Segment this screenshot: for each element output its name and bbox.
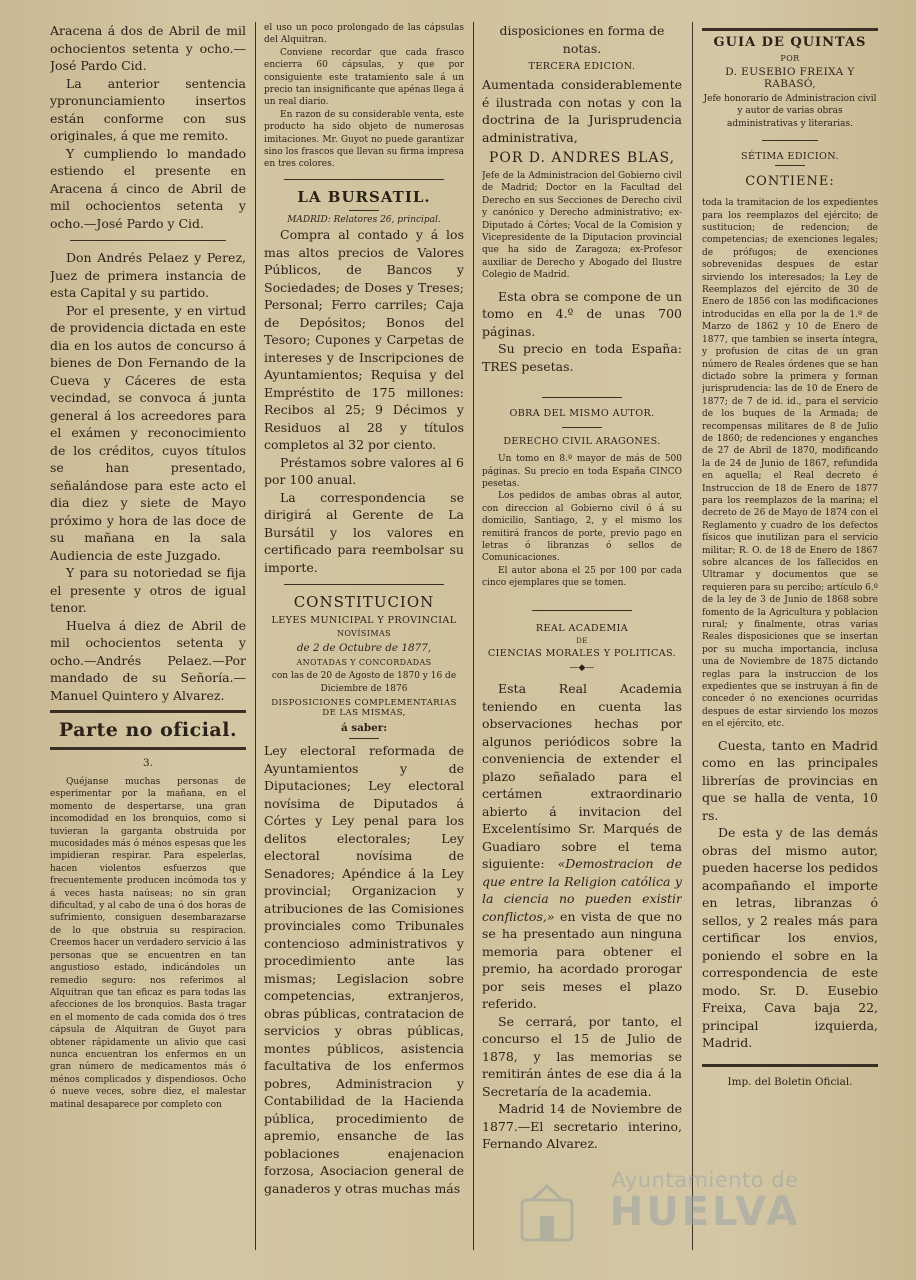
column-3 <box>482 22 682 1262</box>
author-name: POR D. ANDRES BLAS, <box>488 150 676 166</box>
divider <box>70 240 226 241</box>
imprint: Imp. del Boletin Oficial. <box>727 1075 853 1088</box>
divider <box>762 140 818 141</box>
edition-label: TERCERA EDICION. <box>528 61 636 72</box>
divider <box>702 1064 878 1067</box>
col3-paragraph: Aumentada considerablemente é ilustrada con notas y con la doctrina de la Jurisprudencia administrativa, <box>482 77 682 145</box>
academia-title: REAL ACADEMIA <box>535 622 629 634</box>
watermark <box>555 1168 855 1248</box>
divider <box>50 710 246 713</box>
col3-paragraph: Se cerrará, por tanto, el concurso el 15 de Julio de 1878, y las memorias se remitirán ántes de ese dia á la Secretaría de la academia. <box>482 1013 682 1099</box>
divider <box>562 427 602 428</box>
obra-title: OBRA DEL MISMO AUTOR. <box>509 408 655 420</box>
section-title: Parte no oficial. <box>58 719 238 741</box>
col3-paragraph: El autor abona el 25 por 100 por cada cinco ejemplares que se tomen. <box>482 565 682 589</box>
constitucion-subtitle: ANOTADAS Y CONCORDADAS <box>296 658 432 668</box>
col3-paragraph: Su precio en toda España: TRES pesetas. <box>482 341 682 374</box>
author-name: D. EUSEBIO FREIXA Y RABASÓ, <box>725 66 855 90</box>
divider <box>349 210 379 211</box>
watermark-line1: Ayuntamiento de <box>611 1168 799 1192</box>
divider <box>50 747 246 750</box>
col3-text-italic: «Demostracion de que entre la Religion católica y la ciencia no pueden existir conflictos,» <box>482 856 682 924</box>
column-4 <box>702 22 878 1262</box>
col1-paragraph: Y cumpliendo lo mandado estiendo el presente en Aracena á cinco de Abril de mil ochocientos setenta y ocho.—José Pardo y Cid. <box>50 145 246 231</box>
article-number: 3. <box>143 757 153 769</box>
constitucion-subtitle: LEYES MUNICIPAL Y PROVINCIAL <box>271 615 457 627</box>
constitucion-saber: á saber: <box>340 722 388 735</box>
col2-paragraph: el uso un poco prolongado de las cápsulas del Alquitran. <box>264 23 464 46</box>
col1-paragraph: Por el presente, y en virtud de providencia dictada en este dia en los autos de concurso á bienes de Don Fernando de la Cueva y Cáceres de esta vecindad, se convoca á junta general á los acreedores para el exámen y reconocimiento de los créditos, cuyos títulos se han presentado, señalándose para este acto el dia diez y siete de Mayo próximo y hora de las doce de su mañana en la sala Audiencia de este Juzgado. <box>50 302 246 563</box>
col3-paragraph: Madrid 14 de Noviembre de 1877.—El secretario interino, Fernando Alvarez. <box>482 1101 682 1152</box>
col2-paragraph: Préstamos sobre valores al 6 por 100 anual. <box>264 454 464 488</box>
divider <box>775 165 805 166</box>
col1-paragraph: Don Andrés Pelaez y Perez, Juez de primera instancia de esta Capital y su partido. <box>50 250 246 300</box>
col1-paragraph: La anterior sentencia ypronunciamiento insertos están conforme con sus originales, á que me remito. <box>50 75 246 143</box>
column-2 <box>264 22 464 1262</box>
constitucion-title: CONSTITUCION <box>293 593 435 612</box>
col4-paragraph: Cuesta, tanto en Madrid como en las principales librerías de provincias en que se halla de venta, 10 rs. <box>702 737 878 823</box>
col3-paragraph: disposiciones en forma de notas. <box>499 23 665 56</box>
col3-paragraph <box>482 680 682 1013</box>
edition-label: SÉTIMA EDICION. <box>741 151 839 163</box>
column-rule <box>255 22 256 1250</box>
col3-paragraph: Los pedidos de ambas obras al autor, con direccion al Gobierno civil ó á su domicilio, Santiago, 2, y el mismo los remitirá francos de porte, previo pago en letras ó libranzas ó sellos de Comunicaciones. <box>482 491 682 564</box>
divider <box>702 28 878 31</box>
academia-title: CIENCIAS MORALES Y POLITICAS. <box>487 647 677 659</box>
constitucion-subtitle: con las de 20 de Agosto de 1870 y 16 de Diciembre de 1876 <box>271 671 457 694</box>
col4-paragraph: toda la tramitacion de los expedientes para los reemplazos del ejército; de sustitucion; de redencion; de competencias; de exenciones legales; de prófugos; de exenciones sobrevenidas despues de estar sirviendo los interesados; la Ley de Reemplazos del ejército de 30 de Enero de 1856 con las modificaciones introducidas en ella por la de 1.º de Marzo de 1862 y 10 de Enero de 1877, que tambien se inserta íntegra, y profusion de citas de un gran número de Reales órdenes que se han dictado sobre la primera y forman jurisprudencia: las de 10 de Enero de 1877; de 7 de id. id., para el servicio de los buques de la Armada; de recompensas militares de 8 de Julio de 1860; de redenciones y enganches de 27 de Abril de 1870, modificando la de 24 de Junio de 1867, refundida en aquella; el Real decreto é Instruccion de 18 de Enero de 1877 para los reemplazos de la marina; el decreto de 26 de Mayo de 1874 con el Reglamento y cuadro de los defectos físicos que inutilizan para el servicio militar; R. O. de 18 de Enero de 1867 sobre alcances de los fallecidos en Ultramar y documentos que se requieren para su percibo; artículo 6.º de la ley de 3 de Junio de 1868 sobre fomento de la Agricultura y poblacion rural; y finalmente, otras varias Reales disposiciones que se insertan por su mucha importancia, inclusa una de Noviembre de 1875 dictando reglas para la instruccion de los expedientes que se instruyan á fin de conceder ó no exenciones ocurridas despues de estar sirviendo los mozos en el ejército, etc. <box>702 198 878 730</box>
academia-title: DE <box>576 636 588 645</box>
bursatil-title: LA BURSATIL. <box>297 187 431 206</box>
col3-paragraph: Jefe de la Administracion del Gobierno civil de Madrid; Doctor en la Facultad del Derecho en sus Secciones de Derecho civil y canónico y Derecho administrativo; ex-Diputado á Córtes; Vocal de la Comision y Vicepresidente de la Diputacion provincial que ha sido de Zaragoza; ex-Profesor auxiliar de Derecho y Abogado del Ilustre Colegio de Madrid. <box>482 171 682 281</box>
col4-paragraph: De esta y de las demás obras del mismo autor, pueden hacerse los pedidos acompañando el importe en letras, libranzas ó sellos, y 2 reales más para certificar los envios, poniendo el sobre en la correspondencia de este modo. Sr. D. Eusebio Freixa, Cava baja 22, principal izquierda, Madrid. <box>702 825 878 1051</box>
bursatil-address: MADRID: Relatores 26, principal. <box>287 214 441 225</box>
guia-title: GUIA DE QUINTAS <box>713 35 867 50</box>
column-1 <box>50 22 246 1262</box>
divider <box>542 397 622 398</box>
col2-paragraph: Ley electoral reformada de Ayuntamientos y de Diputaciones; Ley electoral novísima de Diputados á Córtes y Ley penal para los delitos electorales; Ley electoral novísima de Senadores; Apéndice á la Ley provincial; Organizacion y atribuciones de las Comisiones provinciales como Tribunales contencioso administrativos y procedimiento ante las mismas; Legislacion sobre competencias, extranjeros, obras públicas, contratacion de servicios y obras públicas, montes públicos, asistencia facultativa de los enfermos pobres, Administracion y Contabilidad de la Hacienda pública, procedimiento de apremio, ensanche de las poblaciones enajenacion forzosa, Asociacion general de ganaderos y otras muchas más <box>264 743 464 1196</box>
watermark-line2: HUELVA <box>609 1189 801 1235</box>
col3-text: Esta Real Academia teniendo en cuenta las observaciones hechas por algunos periódicos sobre la conveniencia de extender el plazo señalado para el certámen extraordinario abierto á invitacion del Excelentísimo Sr. Marqués de Guadiaro sobre el tema siguiente: <box>482 681 682 872</box>
divider <box>349 738 379 739</box>
col3-paragraph: Esta obra se compone de un tomo en 4.º de unas 700 páginas. <box>482 288 682 339</box>
ornament-icon: —◆— <box>569 662 595 673</box>
col2-paragraph: Conviene recordar que cada frasco encierra 60 cápsulas, y que por consiguiente este tratamiento sale á un precio tan insignificante que apénas llega á un real diario. <box>264 47 464 108</box>
divider <box>284 584 444 585</box>
constitucion-date: de 2 de Octubre de 1877, <box>296 642 432 655</box>
col2-paragraph: En razon de su considerable venta, este producto ha sido objeto de numerosas imitaciones. Mr. Guyot no puede garantizar sino los frascos que llevan su firma impresa en tres colores. <box>264 109 464 170</box>
col3-text: en vista de que no se ha presentado aun ninguna memoria para obtener el premio, ha acordado prorogar por seis meses el plazo referido. <box>482 908 682 1012</box>
col1-paragraph: Y para su notoriedad se fija el presente y otros de igual tenor. <box>50 565 246 615</box>
por-label: POR <box>780 54 800 63</box>
constitucion-subtitle: NOVÍSIMAS <box>336 629 392 639</box>
author-desc: Jefe honorario de Administracion civil y autor de varias obras administrativas y literarias. <box>703 94 877 129</box>
column-rule <box>692 22 693 1250</box>
constitucion-subtitle: DISPOSICIONES COMPLEMENTARIAS DE LAS MISMAS, <box>271 698 457 719</box>
col2-paragraph: Compra al contado y á los mas altos precios de Valores Públicos, de Bancos y Sociedades; de Doses y Treses; Personal; Ferro carriles; Caja de Depósitos; Bonos del Tesoro; Cupones y Carpetas de intereses y de Inscripciones de Ayuntamientos; Requisa y del Empréstito de 175 millones: Recibos al 25; 9 Décimos y Residuos al 28 y títulos completos al 32 por ciento. <box>264 227 464 453</box>
col1-paragraph: Quéjanse muchas personas de esperimentar por la mañana, en el momento de despertarse, una gran incomodidad en los bronquios, como si tuvieran la garganta obstruida por mucosidades más ó ménos espesas que les impidieran respirar. Para espelerlas, hacen violentos esfuerzos que frecuentemente producen incómoda tos y á veces hasta naúseas; no sin gran dificultad, y al cabo de una ó dos horas de sufrimiento, consiguen desembarazarse de lo que obstruia su respiracion. Creemos hacer un verdadero servicio á las personas que se encuentren en tan angustioso estado, indicándoles un remedio seguro: nos referimos al Alquitran que tan eficaz es para todas las afecciones de los bronquios. Basta tragar en el momento de cada comida dos ó tres cápsula de Alquitran de Guyot para obtener rápidamente un alivio que casi nunca encuentran los enfermos en un gran número de medicamentos más ó ménos complicados y dispendiosos. Ocho ó nueve veces, sobre diez, el malestar matinal desaparece por completo con <box>50 777 246 1110</box>
derecho-title: DERECHO CIVIL ARAGONES. <box>503 436 661 448</box>
divider <box>284 179 444 180</box>
column-rule <box>473 22 474 1250</box>
col2-paragraph: La correspondencia se dirigirá al Gerente de La Bursátil y los valores en certificado para reembolsar su importe. <box>264 489 464 575</box>
col3-paragraph: Un tomo en 8.º mayor de más de 500 páginas. Su precio en toda España CINCO pesetas. <box>482 454 682 489</box>
col1-paragraph: Huelva á diez de Abril de mil ochocientos setenta y ocho.—Andrés Pelaez.—Por mandado de su Señoría.—Manuel Quintero y Alvarez. <box>50 617 246 703</box>
col1-paragraph: Aracena á dos de Abril de mil ochocientos setenta y ocho.—José Pardo Cid. <box>50 23 246 73</box>
divider <box>532 610 632 611</box>
contiene-label: CONTIENE: <box>745 174 835 190</box>
